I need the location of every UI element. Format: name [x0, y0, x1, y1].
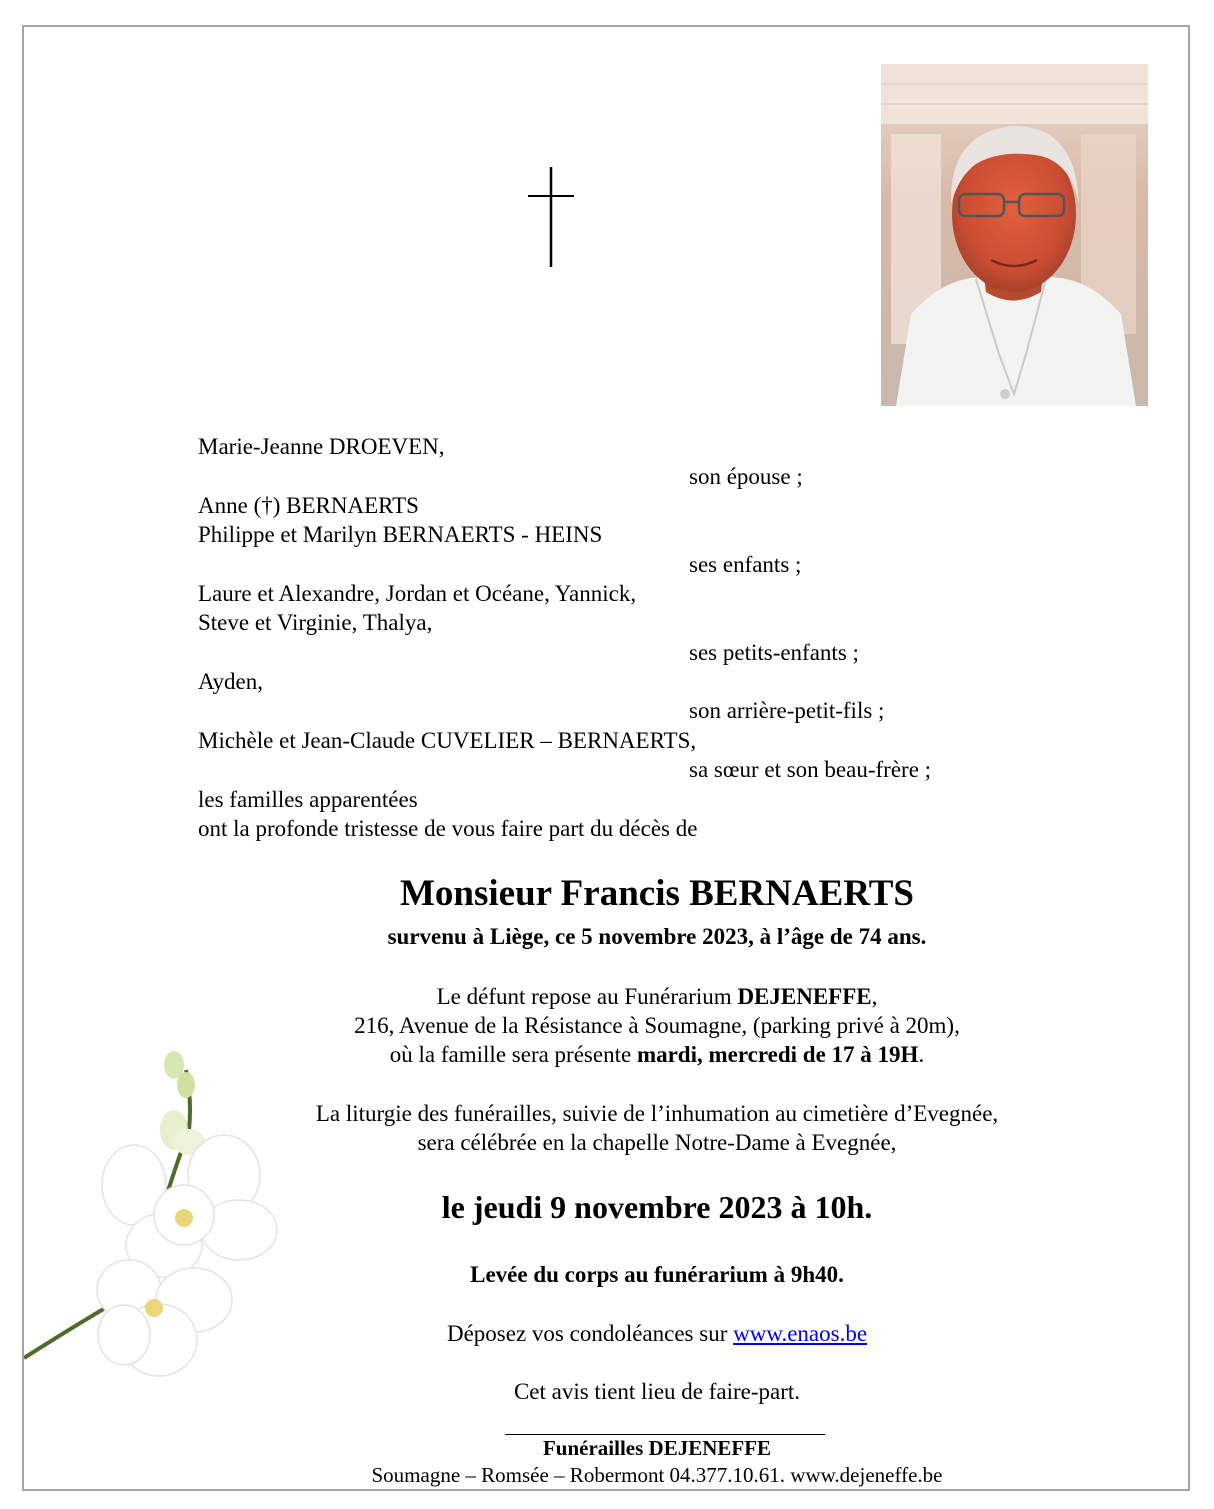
rest-visit-days: mardi, mercredi de 17 à 19H — [636, 1042, 919, 1067]
family-relatives: les familles apparentées — [198, 787, 418, 812]
condolences-pre: Déposez vos condoléances sur — [446, 1321, 734, 1346]
footer-contact: Soumagne – Romsée – Robermont 04.377.10.61. www.dejeneffe.be — [371, 1463, 943, 1487]
liturgy-line-2: sera célébrée en la chapelle Notre-Dame à Evegnée, — [417, 1130, 897, 1155]
family-grandchildren-relation: ses petits-enfants ; — [689, 640, 859, 665]
family-great-grandchild: Ayden, — [198, 669, 263, 694]
family-grandchildren-1: Laure et Alexandre, Jordan et Océane, Yannick, — [198, 581, 637, 606]
rest-visit — [50, 1040, 1214, 1069]
family-spouse: Marie-Jeanne DROEVEN, — [198, 434, 445, 459]
levee-text: Levée du corps au funérarium à 9h40. — [470, 1262, 844, 1287]
deceased-name: Monsieur Francis BERNAERTS — [399, 873, 914, 914]
condolences — [50, 1319, 1214, 1348]
liturgy-date: le jeudi 9 novembre 2023 à 10h. — [441, 1189, 873, 1225]
cross-icon — [528, 167, 574, 267]
family-grandchildren-2: Steve et Virginie, Thalya, — [198, 610, 433, 635]
rest-line-1 — [50, 982, 1214, 1011]
rest-address: 216, Avenue de la Résistance à Soumagne, (parking privé à 20m), — [354, 1013, 960, 1038]
family-announce: ont la profonde tristesse de vous faire part du décès de — [198, 816, 698, 841]
family-child-2: Philippe et Marilyn BERNAERTS - HEINS — [198, 522, 603, 547]
rest-visit-pre: où la famille sera présente — [389, 1042, 637, 1067]
family-sibling: Michèle et Jean-Claude CUVELIER – BERNAERTS, — [198, 728, 697, 753]
deceased-details: survenu à Liège, ce 5 novembre 2023, à l’âge de 74 ans. — [387, 924, 927, 949]
family-children-relation: ses enfants ; — [689, 552, 802, 577]
family-great-grandchild-relation: son arrière-petit-fils ; — [689, 698, 885, 723]
family-spouse-relation: son épouse ; — [689, 464, 803, 489]
portrait-photo — [881, 64, 1148, 406]
notice-text: Cet avis tient lieu de faire-part. — [513, 1379, 801, 1404]
footer-company: Funérailles DEJENEFFE — [542, 1436, 772, 1460]
rest-funerarium: DEJENEFFE — [737, 984, 872, 1009]
liturgy-line-1: La liturgie des funérailles, suivie de l’inhumation au cimetière d’Evegnée, — [315, 1101, 999, 1126]
rest-visit-post: . — [918, 1042, 925, 1067]
family-child-1: Anne (†) BERNAERTS — [198, 493, 419, 518]
family-sibling-relation: sa sœur et son beau-frère ; — [689, 757, 932, 782]
rest-pre: Le défunt repose au Funérarium — [436, 984, 738, 1009]
condolences-link[interactable]: www.enaos.be — [733, 1321, 868, 1346]
rest-post: , — [871, 984, 878, 1009]
